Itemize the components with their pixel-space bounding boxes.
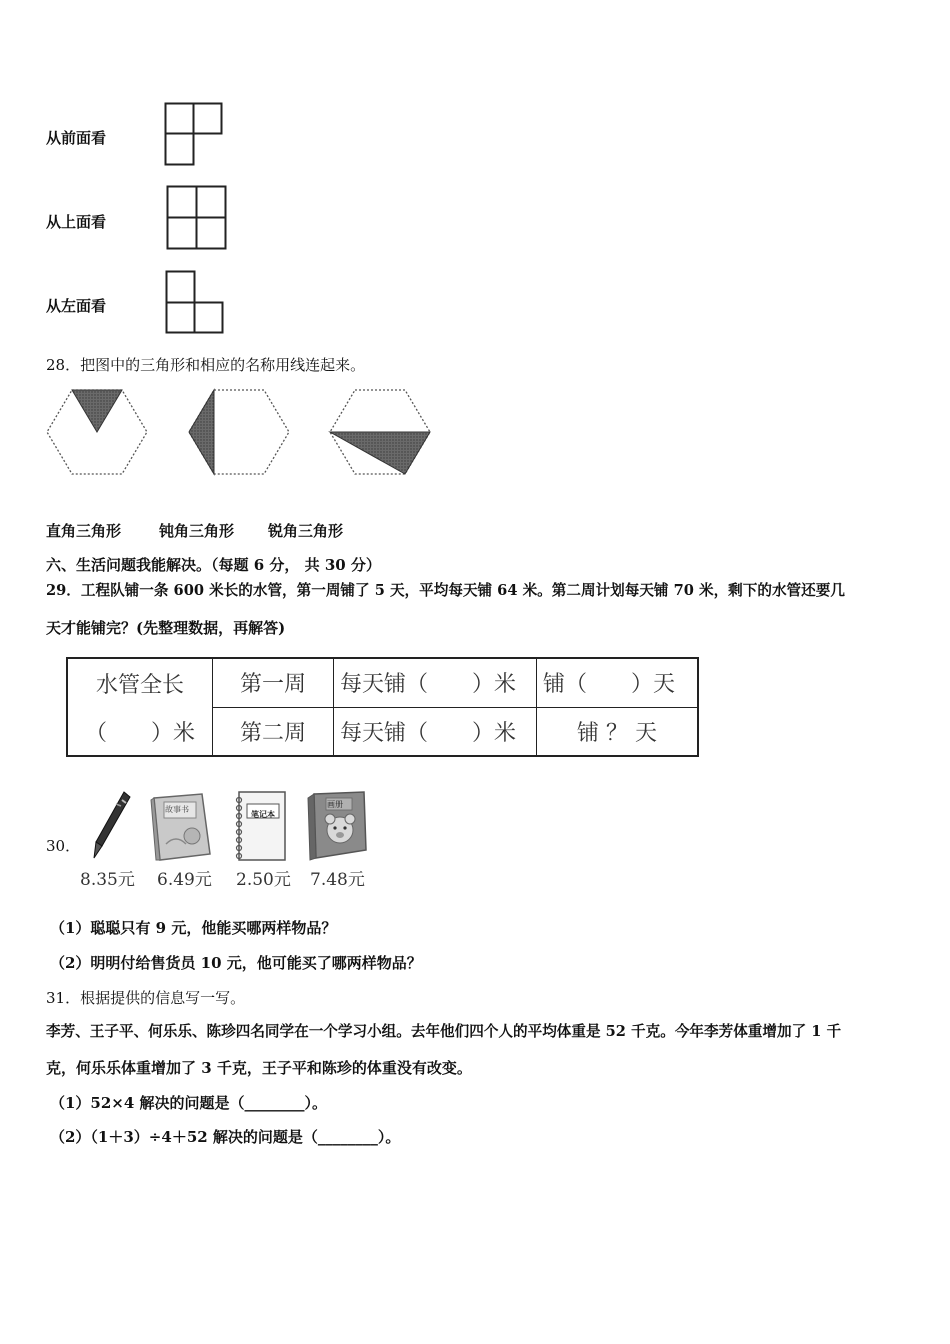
q31-paragraph-line2: 克，何乐乐体重增加了 3 千克，王子平和陈珍的体重没有改变。 xyxy=(46,1059,472,1077)
week1-label: 第一周 xyxy=(213,658,334,707)
price-story-book: 6.49元 xyxy=(157,870,212,890)
q31-title: 31．根据提供的信息写一写。 xyxy=(46,989,246,1007)
picture-book-label: 画册 xyxy=(327,800,343,809)
q30-sub1: （1）聪聪只有 9 元，他能买哪两样物品？ xyxy=(50,919,337,937)
story-book-icon xyxy=(150,792,212,862)
triangle-name-acute: 锐角三角形 xyxy=(268,522,344,540)
shaded-triangle-3 xyxy=(330,432,430,474)
triangle-name-right: 直角三角形 xyxy=(46,522,122,540)
q29-text-line2: 天才能铺完？(先整理数据，再解答) xyxy=(46,619,286,637)
notebook-label: 笔记本 xyxy=(251,810,275,819)
q28-title: 28．把图中的三角形和相应的名称用线连起来。 xyxy=(46,356,366,374)
hexagon-figure-1 xyxy=(46,388,150,476)
notebook-icon xyxy=(235,790,287,862)
view-label-top: 从上面看 xyxy=(46,213,107,231)
q31-sub1: （1）52×4 解决的问题是（________）。 xyxy=(50,1094,328,1112)
pen-icon xyxy=(88,790,132,862)
week2-label: 第二周 xyxy=(213,707,334,756)
week1-daily-blank[interactable]: 每天铺（ ）米 xyxy=(334,658,537,707)
view-label-left: 从左面看 xyxy=(46,297,107,315)
week2-daily-blank[interactable]: 每天铺（ ）米 xyxy=(334,707,537,756)
q31-sub2: （2）（1＋3）÷4＋52 解决的问题是（________）。 xyxy=(50,1128,401,1146)
price-notebook: 2.50元 xyxy=(236,870,291,890)
shaded-triangle-1 xyxy=(72,390,122,432)
left-view-figure xyxy=(165,270,225,334)
total-length-blank[interactable]: （ ）米 xyxy=(67,707,213,756)
triangle-name-obtuse: 钝角三角形 xyxy=(159,522,235,540)
top-view-figure xyxy=(166,185,228,251)
q31-paragraph-line1: 李芳、王子平、何乐乐、陈珍四名同学在一个学习小组。去年他们四个人的平均体重是 52 千克。今年李芳体重增加了 1 千 xyxy=(46,1023,842,1040)
q29-data-table xyxy=(66,657,699,757)
price-pen: 8.35元 xyxy=(80,870,135,890)
week1-days-blank[interactable]: 铺（ ）天 xyxy=(537,658,699,707)
total-length-label: 水管全长 xyxy=(67,658,213,707)
week2-days-unknown: 铺 ？ 天 xyxy=(537,707,699,756)
shaded-triangle-2 xyxy=(189,390,214,474)
q30-sub2: （2）明明付给售货员 10 元，他可能买了哪两样物品？ xyxy=(50,954,422,972)
q29-text-line1: 29．工程队铺一条 600 米长的水管，第一周铺了 5 天，平均每天铺 64 米。第二周计划每天铺 70 米，剩下的水管还要几 xyxy=(46,582,845,599)
story-book-label: 故事书 xyxy=(165,805,189,814)
view-label-front: 从前面看 xyxy=(46,129,107,147)
hexagon-figure-2 xyxy=(188,388,292,476)
front-view-figure xyxy=(164,102,224,166)
price-picture-book: 7.48元 xyxy=(310,870,365,890)
section-6-heading: 六、生活问题我能解决。（每题 6 分， 共 30 分） xyxy=(46,556,381,574)
q30-number: 30． xyxy=(46,837,81,855)
hexagon-figure-3 xyxy=(329,388,433,476)
